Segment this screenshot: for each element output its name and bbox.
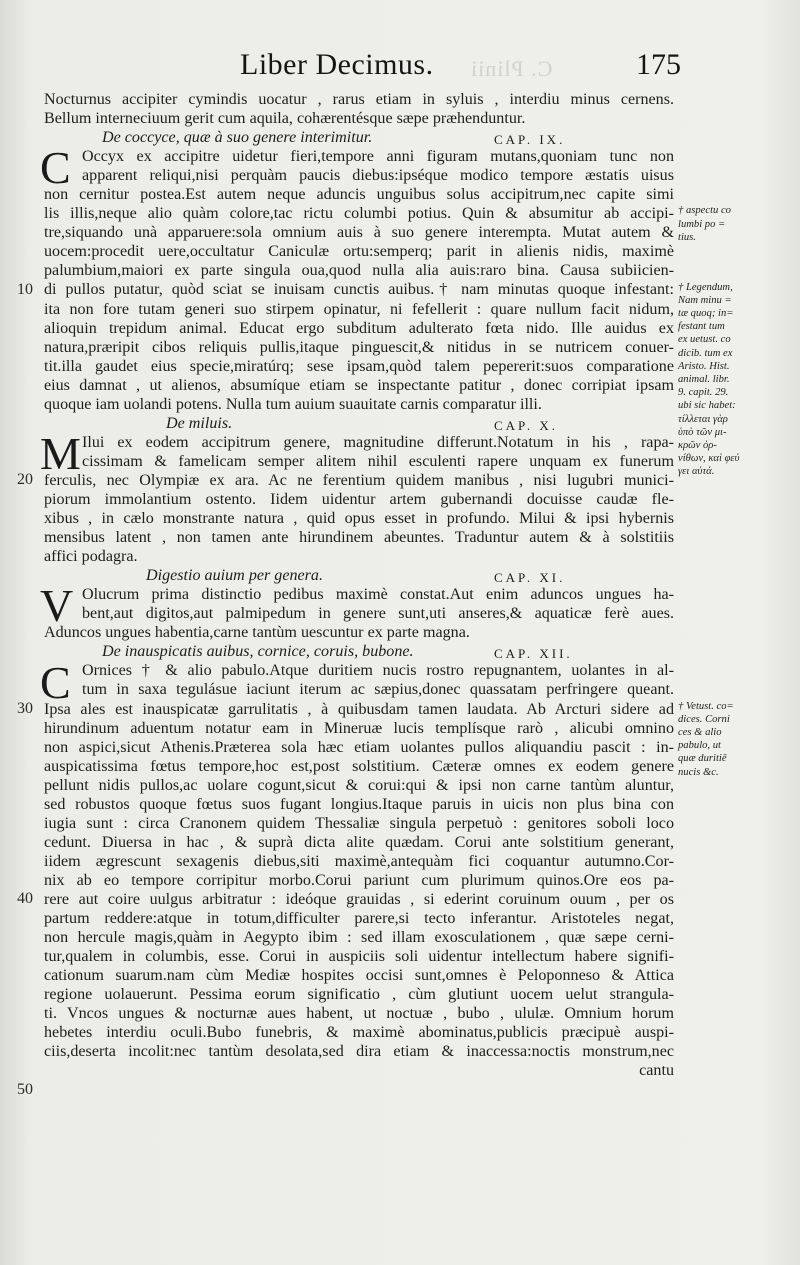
line-number: 40 bbox=[17, 890, 33, 908]
chapter-number: CAP. XII. bbox=[494, 646, 573, 662]
margin-note-line: ex uetust. co bbox=[678, 334, 731, 346]
text-line-content: sed robustos quoque fœtus suos fugant longius.Itaque paruis in uicis non plus bina con bbox=[44, 795, 674, 813]
text-line-content: Ilui ex eodem accipitrum genere, magnitudine differunt.Notatum in his , rapa- bbox=[82, 433, 674, 451]
margin-note-line: dices. Corni bbox=[678, 713, 730, 725]
chapter-title: Digestio auium per genera. bbox=[146, 567, 324, 585]
text-line bbox=[44, 528, 674, 547]
text-line bbox=[44, 471, 674, 490]
chapter-number: CAP. XI. bbox=[494, 570, 566, 586]
margin-note-line: dicib. tum ex bbox=[678, 347, 733, 359]
margin-note-line: ὑπὸ τῶν μι- bbox=[678, 426, 727, 438]
text-line-content: piorum immolantium ostento. Iidem uidentur artem gubernandi docuisse caudæ fle- bbox=[44, 490, 674, 508]
text-line-content: partum reddere:atque in totum,difficulter parere,si tecto inferantur. Aristoteles negat, bbox=[44, 910, 674, 928]
text-line-content: auspicatissima fœtus tempore,hoc est,post solstitium. Cæteræ omnes ex eodem genere bbox=[44, 757, 674, 775]
text-line bbox=[44, 871, 674, 890]
chapter-title: De inauspicatis auibus, cornice, coruis, bubone. bbox=[102, 643, 414, 661]
text-line-content: nix ab eo tempore corripitur morbo.Corui pariunt cum plurimum quinos.Ore eos pa- bbox=[44, 871, 674, 889]
text-line-content: cationum suarum.nam cùm Mediæ hospites occisi sunt,omnes è Peloponneso & Attica bbox=[44, 967, 674, 985]
text-line-content: cissimam & famelicam semper alitem nihil esculenti rapere unquam ex funerum bbox=[82, 452, 674, 470]
text-line bbox=[44, 985, 674, 1004]
margin-note-line: animal. libr. bbox=[678, 373, 730, 385]
text-line-content: ferculis, nec Olympiæ ex ara. Ac ne ferentium quidem manibus , nisi lugubri munici- bbox=[44, 471, 674, 489]
text-line-content: apparent reliqui,nisi perquàm paucis diebus:ipséque modico tempore æstatis uisus bbox=[82, 167, 674, 185]
text-line bbox=[44, 90, 674, 109]
text-line bbox=[44, 223, 674, 242]
text-line bbox=[44, 395, 674, 414]
text-line-content: mensibus latent , non tamen ante hirundinem abeuntes. Traduntur autem & à solstitiis bbox=[44, 529, 674, 547]
text-line-content: quoque iam uolandi potens. Nulla tum auium suauitate carnis comparatur illi. bbox=[44, 395, 542, 413]
text-line bbox=[44, 833, 674, 852]
text-line bbox=[44, 947, 674, 966]
text-line-content: iidem ægrescunt sexagenis diebus,siti maximè,antequàm fici coquantur autumno.Cor- bbox=[44, 852, 674, 870]
text-line-content: iugia sunt : circa Cranonem quidem Thessaliæ singula perpetuò : genitores soboli loco bbox=[44, 814, 674, 832]
text-line bbox=[44, 338, 674, 357]
drop-cap: M bbox=[40, 427, 81, 479]
margin-note-line: † Legendum, bbox=[678, 281, 733, 293]
text-line bbox=[44, 204, 674, 223]
line-number-column bbox=[0, 0, 40, 1265]
page-number: 175 bbox=[636, 48, 681, 81]
margin-note-line: tæ quoq; in= bbox=[678, 307, 734, 319]
text-line-content: ti. Vncos ungues & nocturnæ aues habent, ut noctuæ , bubo , ululæ. Omnium horum bbox=[44, 1005, 674, 1023]
text-line bbox=[44, 890, 674, 909]
text-line-content: Ipsa ales est inauspicatæ garrulitatis , à quibusdam tamen laudata. Ab Arcturi sidere ad bbox=[44, 700, 674, 718]
text-line-content: regione uolauerunt. Pessima eorum significatio , cùm glutiunt uocem uelut strangula- bbox=[44, 986, 674, 1004]
chapter-number: CAP. X. bbox=[494, 417, 558, 433]
text-line bbox=[44, 776, 674, 795]
margin-note-line: κρῶν ὀρ- bbox=[678, 439, 717, 451]
text-line bbox=[44, 242, 674, 261]
text-line bbox=[44, 604, 674, 623]
text-line-content: lis illis,neque alio quàm colore,tac rictu columbi potius. Quin & absumitur ab accipi- bbox=[44, 205, 674, 223]
margin-notes-column bbox=[678, 0, 796, 1265]
drop-cap: C bbox=[40, 142, 71, 194]
line-number: 30 bbox=[17, 699, 33, 717]
drop-cap: C bbox=[40, 656, 71, 708]
margin-note-line: pabulo, ut bbox=[678, 740, 721, 752]
text-line bbox=[44, 147, 674, 166]
text-line bbox=[44, 585, 674, 604]
margin-note-line: γει αὐτά. bbox=[678, 466, 715, 478]
text-line bbox=[44, 1061, 674, 1080]
margin-note-line: † aspectu co bbox=[678, 205, 731, 217]
text-line-content: tum in saxa tegulásue iaciunt iterum ac sæpius,donec quassatam perfringere queant. bbox=[82, 681, 674, 699]
margin-note-line: † Vetust. co= bbox=[678, 700, 734, 712]
chapter-heading bbox=[44, 642, 674, 661]
text-line bbox=[44, 1023, 674, 1042]
text-line bbox=[44, 433, 674, 452]
text-line-content: affici podagra. bbox=[44, 548, 138, 566]
text-line-content: cedunt. Diuersa in hac , & suprà dicta alite quædam. Corui ante solstitium generant, bbox=[44, 833, 674, 851]
text-line bbox=[44, 319, 674, 338]
margin-note-line: τίλλεται γὰρ bbox=[678, 413, 728, 425]
text-line-content: xibus , in cælo monstrante natura , quid opus esset in profundo. Milui & ipsi hybernis bbox=[44, 510, 674, 528]
line-number: 50 bbox=[17, 1080, 33, 1098]
margin-note-line: Aristo. Hist. bbox=[678, 360, 730, 372]
text-line bbox=[44, 795, 674, 814]
text-line bbox=[44, 300, 674, 319]
text-line bbox=[44, 547, 674, 566]
text-line bbox=[44, 261, 674, 280]
margin-note-line: quæ duritiē bbox=[678, 753, 727, 765]
margin-note-line: ubi sic habet: bbox=[678, 400, 736, 412]
margin-note-line: 9. capit. 29. bbox=[678, 387, 729, 399]
text-line bbox=[44, 738, 674, 757]
margin-note-line: ces & alio bbox=[678, 727, 722, 738]
text-line bbox=[44, 452, 674, 471]
text-line-content: ita non fore tutam generi suo stirpem opinatur, ni fefellerit : quare nullum facit nidum, bbox=[44, 300, 674, 318]
text-line bbox=[44, 490, 674, 509]
text-line-content: alioquin trepidum animal. Educat ergo subditum adulterato fœta nido. Ille auidus ex bbox=[44, 319, 674, 337]
text-line-content: uocem:procedit uere,occultatur Caniculæ ortu:semperq; parit in alienis nidis, maximè bbox=[44, 243, 674, 261]
text-line-content: non hercule magis,quàm in Aegypto ibim : sed illam exosculationem , quæ sæpe cerni- bbox=[44, 929, 674, 947]
line-number: 20 bbox=[17, 471, 33, 488]
text-line-content: eius damnat , ut alienos, absumíque etiam se inspectante patitur , donec corripiat ipsam bbox=[44, 376, 674, 394]
text-line-content: Occyx ex accipitre uidetur fieri,tempore anni figuram mutans,quoniam tunc non bbox=[82, 148, 674, 166]
margin-note-line: Nam minu = bbox=[678, 294, 732, 306]
text-line-content: Ornices † & alio pabulo.Atque duritiem nucis rostro repugnantem, uolantes in al- bbox=[82, 662, 674, 680]
margin-note bbox=[678, 204, 796, 244]
text-line bbox=[44, 757, 674, 776]
text-line-content: di pullos putatur, quòd sciat se inuisam cunctis auibus.† nam minutas quoque infestant: bbox=[44, 281, 674, 299]
text-line-content: Nocturnus accipiter cymindis uocatur , rarus etiam in syluis , interdiu minus cernens. bbox=[44, 91, 674, 108]
line-number: 10 bbox=[17, 280, 33, 298]
margin-note-line: νίθων, καὶ φεύ bbox=[678, 453, 740, 465]
text-line bbox=[44, 661, 674, 680]
running-title: Liber Decimus. bbox=[240, 48, 434, 81]
drop-cap: V bbox=[40, 580, 74, 632]
margin-note-line: nucis &c. bbox=[678, 766, 719, 778]
margin-note-line: tius. bbox=[678, 231, 696, 243]
text-line-content: hebetes interdiu oculi.Bubo funebris, & maximè abominatus,publicis præcipuè auspi- bbox=[44, 1024, 674, 1042]
text-line-content: bent,aut digitos,aut palmipedum in genere sunt,uti anseres,& aquaticæ ferè aues. bbox=[82, 605, 674, 623]
margin-note bbox=[678, 700, 796, 779]
text-line-content: non aspici,sicut Athenis.Præterea sola hæc etiam uolantes pullos aliquandiu pascit : in- bbox=[44, 738, 674, 756]
margin-note-line: lumbi po = bbox=[678, 218, 726, 230]
text-line bbox=[44, 109, 674, 128]
text-line-content: natura,præripit cibos reliquis pullis,itaque pinguescit,& nitidus in se nutricem conuer- bbox=[44, 338, 674, 356]
chapter-number: CAP. IX. bbox=[494, 132, 566, 148]
text-line bbox=[44, 623, 674, 642]
text-line-content: pellunt nidis pullos,ac uolare cogunt,sicut & corui:qui & ipsi non carne tantùm aluntur, bbox=[44, 776, 674, 794]
text-line bbox=[44, 680, 674, 699]
text-line bbox=[44, 1042, 674, 1061]
text-line bbox=[44, 1004, 674, 1023]
text-line bbox=[44, 280, 674, 299]
text-line bbox=[44, 509, 674, 528]
text-line-content: Olucrum prima distinctio pedibus maximè constat.Aut enim aduncos ungues ha- bbox=[82, 586, 674, 604]
show-through-text: C. Plinii bbox=[470, 56, 553, 81]
text-line bbox=[44, 814, 674, 833]
margin-note-line: festant tum bbox=[678, 321, 725, 333]
text-line bbox=[44, 852, 674, 871]
margin-note bbox=[678, 281, 796, 479]
text-line-content: non cernitur postea.Est autem neque aduncis unguibus solus accipitrum,nec capite simi bbox=[44, 186, 674, 204]
chapter-heading bbox=[44, 566, 674, 585]
text-line bbox=[44, 928, 674, 947]
text-line-content: rere aut coire uulgus arbitratur : ideóque grauidas , si ederint coruinum ouum , per os bbox=[44, 890, 674, 908]
chapter-title: De miluis. bbox=[166, 414, 233, 432]
text-line bbox=[44, 700, 674, 719]
chapter-title: De coccyce, quæ à suo genere interimitur. bbox=[102, 129, 373, 147]
text-line bbox=[44, 909, 674, 928]
text-line bbox=[44, 376, 674, 395]
text-line-content: Bellum interneciuum gerit cum aquila, cohærentésque sæpe præhenduntur. bbox=[44, 110, 526, 128]
text-line-content: tur,qualem in columbis, esse. Corui in auspiciis soli uidentur intellectum habere signifi- bbox=[44, 948, 674, 966]
chapter-heading bbox=[44, 128, 674, 147]
text-line bbox=[44, 185, 674, 204]
text-line-content: tre,siquando unà apparuere:sola omnium auis à suo genere interempta. Mutat autem & bbox=[44, 224, 674, 242]
chapter-heading bbox=[44, 414, 674, 433]
text-line-content: ciis,deserta incolit:nec tantùm desolata,sed dira etiam & inaccessa:noctis monstrum,nec bbox=[44, 1043, 674, 1061]
main-text-column bbox=[40, 90, 674, 1080]
text-line-content: cantu bbox=[639, 1062, 674, 1080]
text-line-content: tit.illa gaudet eius specie,miratúrq; sese ipsam,quòd talem pepererit:suos comparatione bbox=[44, 357, 674, 375]
text-line-content: Aduncos ungues habentia,carne tantùm uescuntur ex parte magna. bbox=[44, 624, 470, 642]
text-line bbox=[44, 166, 674, 185]
text-line-content: palumbium,maiori ex parte singula oua,quod nulla alia auis:raro bina. Causa subiicien- bbox=[44, 262, 674, 280]
text-line-content: hirundinum aduentum notatur eam in Mineruæ lucis templísque rarò , alicubi omnino bbox=[44, 719, 674, 737]
text-line bbox=[44, 357, 674, 376]
text-line bbox=[44, 966, 674, 985]
text-line bbox=[44, 719, 674, 738]
